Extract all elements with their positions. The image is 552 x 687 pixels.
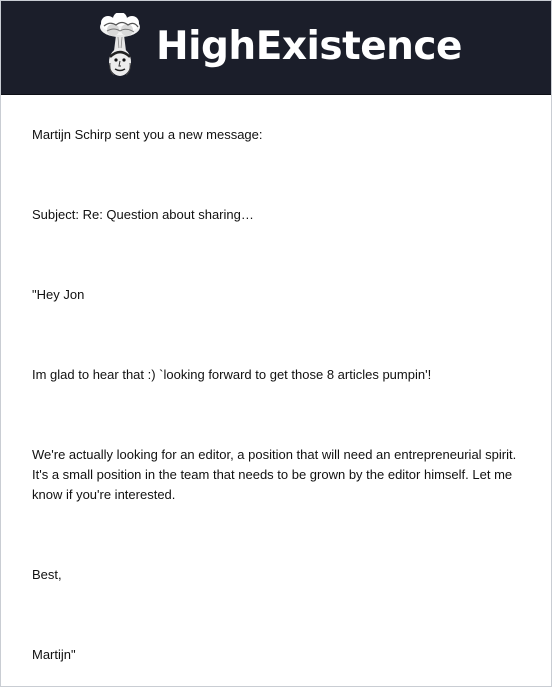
message-greeting: "Hey Jon: [32, 287, 85, 302]
message-line-2: We're actually looking for an editor, a position that will need an entrepreneurial spirit. It's a small position in the team that needs to be grown by the editor himself. Let me know if you're interested.: [32, 447, 517, 502]
brand-name: HighExistence: [156, 24, 462, 69]
message-signoff: Best,: [32, 567, 62, 582]
message-intro: Martijn Schirp sent you a new message:: [32, 127, 263, 142]
message-line-1: Im glad to hear that :) `looking forward to get those 8 articles pumpin'!: [32, 367, 432, 382]
highexistence-logo[interactable]: [98, 13, 462, 83]
mushroom-cloud-face-icon: [98, 13, 156, 83]
message-subject: Subject: Re: Question about sharing…: [32, 207, 254, 222]
message-signature: Martijn": [32, 647, 76, 662]
email-header-banner: [1, 1, 551, 95]
